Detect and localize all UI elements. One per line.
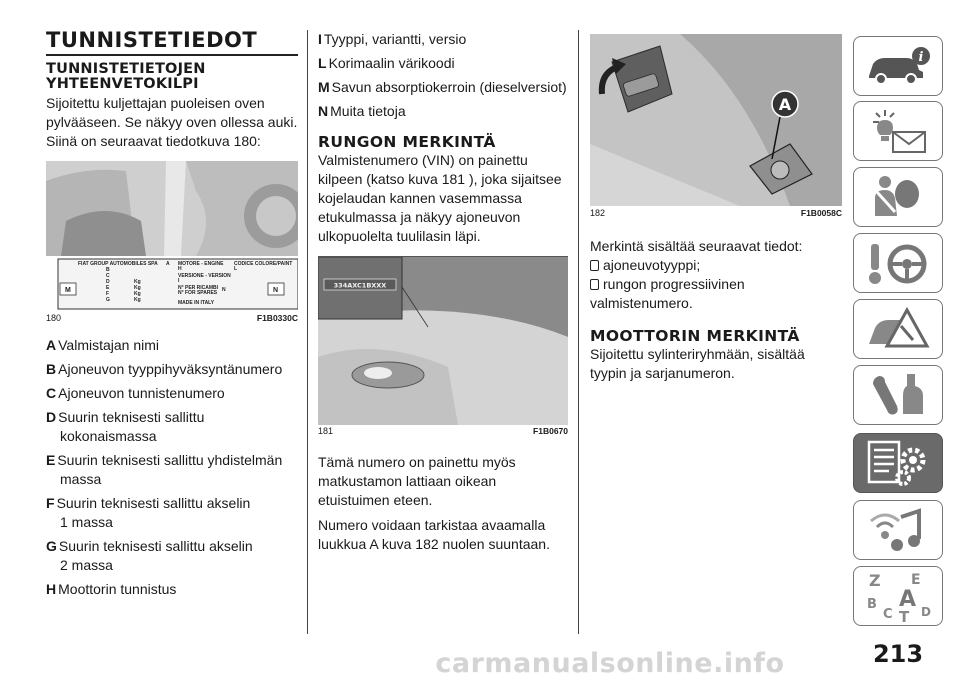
body-text: Sijoitettu sylinteriryhmään, sisältää tyypin ja sarjanumeron.	[590, 346, 805, 381]
legend-key: C	[46, 385, 57, 401]
legend-item	[46, 537, 298, 575]
bullet-item	[590, 275, 842, 294]
nav-tab-index[interactable]	[853, 566, 943, 626]
plate-letter: I	[178, 278, 180, 284]
warning-lights-icon	[863, 106, 933, 156]
plate-letter: B	[106, 267, 110, 273]
section-heading: MOOTTORIN MERKINTÄ	[590, 327, 800, 345]
plate-letter: E	[106, 285, 110, 291]
nav-tab-warning-lights[interactable]	[853, 101, 943, 161]
nav-tab-maintenance[interactable]	[853, 365, 943, 425]
legend-item	[318, 54, 568, 73]
legend-value: Ajoneuvon tunnistenumero	[58, 385, 225, 401]
legend-value: massa	[60, 471, 102, 487]
column-divider	[578, 30, 579, 634]
starting-driving-icon	[863, 238, 933, 288]
checkbox-bullet-icon	[590, 279, 599, 290]
figure-caption	[590, 206, 842, 221]
legend-value: Moottorin tunnistus	[58, 581, 177, 597]
legend-item	[46, 336, 298, 355]
plate-letter: D	[106, 279, 110, 285]
plate-letter: M	[65, 287, 71, 294]
legend-item	[46, 494, 298, 532]
legend-key: B	[46, 361, 57, 377]
index-icon	[863, 568, 933, 624]
door-pillar-illustration	[46, 161, 298, 311]
nav-tab-technical-data[interactable]	[853, 433, 943, 493]
plate-letter: H	[178, 266, 182, 272]
column-divider	[307, 30, 308, 634]
bullet-item	[590, 256, 842, 275]
legend-item	[318, 102, 568, 121]
legend-key: D	[46, 409, 57, 425]
page-title: TUNNISTETIEDOT	[46, 28, 298, 56]
legend-value: Suurin teknisesti sallittu	[58, 409, 205, 425]
legend-value: 2 massa	[60, 557, 113, 573]
multimedia-icon	[863, 505, 933, 555]
legend-key: H	[46, 581, 57, 597]
vin-label: 334AXC1BXXX	[333, 281, 387, 290]
plate-letter: L	[234, 266, 238, 272]
legend-list	[46, 336, 298, 599]
body-text: Merkintä sisältää seuraavat tiedot:	[590, 238, 803, 254]
figure-code: F1B0058C	[800, 208, 842, 218]
legend-item	[318, 78, 568, 97]
figure-number: 181	[318, 426, 334, 436]
figure-182	[590, 34, 842, 206]
index-letter: Z	[869, 571, 881, 590]
plate-spares: N° FOR SPARES	[178, 290, 218, 296]
section-heading: RUNGON MERKINTÄ	[318, 133, 496, 151]
column-2	[318, 30, 568, 554]
figure-code: F1B0330C	[256, 313, 298, 323]
figure-number: 180	[46, 313, 62, 323]
legend-list	[318, 30, 568, 121]
legend-value: Korimaalin värikoodi	[328, 55, 455, 71]
index-letter: T	[899, 608, 910, 624]
index-letter: E	[911, 572, 921, 588]
index-letter: B	[867, 597, 877, 612]
plate-ricambi: N° PER RICAMBI	[178, 285, 219, 291]
legend-item	[46, 384, 298, 403]
plate-kg: Kg	[134, 297, 141, 303]
plate-letter: C	[106, 273, 110, 279]
windscreen-vin-illustration	[318, 257, 568, 425]
plate-versione: VERSIONE - VERSION	[178, 273, 231, 279]
plate-letter: A	[166, 261, 170, 267]
legend-value: Valmistajan nimi	[58, 337, 160, 353]
section-subtitle: TUNNISTETIETOJEN YHTEENVETOKILPI	[46, 61, 206, 92]
legend-value: kokonaismassa	[60, 428, 157, 444]
plate-kg: Kg	[134, 291, 141, 297]
legend-item	[46, 408, 298, 446]
legend-value: Suurin teknisesti sallittu akselin	[58, 538, 253, 554]
plate-italy: MADE IN ITALY	[178, 300, 215, 306]
plate-letter: N	[273, 287, 279, 294]
index-letter: D	[921, 605, 931, 619]
checkbox-bullet-icon	[590, 260, 599, 271]
legend-value: Ajoneuvon tyyppihyväksyntänumero	[58, 361, 283, 377]
svg-text:i: i	[918, 50, 924, 65]
figure-180	[46, 161, 298, 311]
figure-caption	[46, 311, 298, 326]
plate-letter: N	[222, 287, 226, 293]
bullet-text: rungon progressiivinen	[603, 276, 745, 292]
safety-airbag-icon	[863, 172, 933, 222]
technical-data-icon	[863, 438, 933, 488]
figure-number: 182	[590, 208, 606, 218]
page-number: 213	[872, 640, 924, 668]
bullet-text: ajoneuvotyyppi;	[603, 257, 701, 273]
legend-value: Suurin teknisesti sallittu akselin	[56, 495, 251, 511]
legend-value: Tyyppi, variantti, versio	[323, 31, 467, 47]
legend-value: Savun absorptiokerroin (dieselversiot)	[331, 79, 567, 95]
maintenance-icon	[863, 370, 933, 420]
nav-tab-safety[interactable]	[853, 167, 943, 227]
figure-181	[318, 256, 568, 424]
body-text: Tämä numero on painettu myös matkustamon lattiaan oikean etuistuimen eteen.	[318, 454, 516, 508]
plate-company: FIAT GROUP AUTOMOBILES SPA	[78, 261, 158, 267]
legend-key: F	[46, 495, 55, 511]
door-hatch-illustration	[590, 34, 842, 206]
plate-motore: MOTORE - ENGINE	[178, 261, 224, 267]
plate-codice: CODICE COLORE/PAINT	[234, 261, 293, 267]
car-info-icon	[863, 44, 933, 88]
intro-text: Sijoitettu kuljettajan puoleisen oven pylvääseen. Se näkyy oven ollessa auki. Siinä on seuraavat tiedotkuva 180:	[46, 95, 298, 149]
watermark: carmanualsonline.info	[435, 648, 785, 678]
figure-caption	[318, 424, 568, 439]
legend-item	[318, 30, 568, 49]
index-letter: A	[899, 587, 917, 612]
legend-value: 1 massa	[60, 514, 113, 530]
legend-key: I	[318, 31, 322, 47]
plate-letter: F	[106, 291, 110, 297]
nav-tab-emergency[interactable]	[853, 299, 943, 359]
legend-value: Muita tietoja	[330, 103, 406, 119]
legend-item	[46, 580, 298, 599]
emergency-icon	[863, 304, 933, 354]
legend-key: A	[46, 337, 57, 353]
figure-code: F1B0670	[533, 426, 568, 436]
legend-key: L	[318, 55, 327, 71]
nav-tab-multimedia[interactable]	[853, 500, 943, 560]
legend-item	[46, 360, 298, 379]
legend-key: N	[318, 103, 329, 119]
legend-key: M	[318, 79, 330, 95]
body-text: Numero voidaan tarkistaa avaamalla luukkua A kuva 182 nuolen suuntaan.	[318, 517, 550, 552]
legend-value: Suurin teknisesti sallittu yhdistelmän	[57, 452, 283, 468]
legend-key: G	[46, 538, 57, 554]
column-3	[590, 34, 842, 383]
nav-tab-starting-driving[interactable]	[853, 233, 943, 293]
callout-label: A	[778, 95, 792, 114]
legend-item	[46, 451, 298, 489]
plate-kg: Kg	[134, 285, 141, 291]
plate-kg: Kg	[134, 279, 141, 285]
index-letter: C	[883, 607, 893, 622]
column-1	[46, 28, 298, 599]
body-text: Valmistenumero (VIN) on painettu kilpeen (katso kuva 181 ), joka sijaitsee kojelaudan kannen vasemmassa etukulmassa ja näkyy ajoneuvon ulkopuolelta tuulilasin läpi.	[318, 152, 562, 244]
legend-key: E	[46, 452, 56, 468]
plate-letter: G	[106, 297, 110, 303]
body-text: valmistenumero.	[590, 295, 693, 311]
nav-tab-car-info[interactable]	[853, 36, 943, 96]
